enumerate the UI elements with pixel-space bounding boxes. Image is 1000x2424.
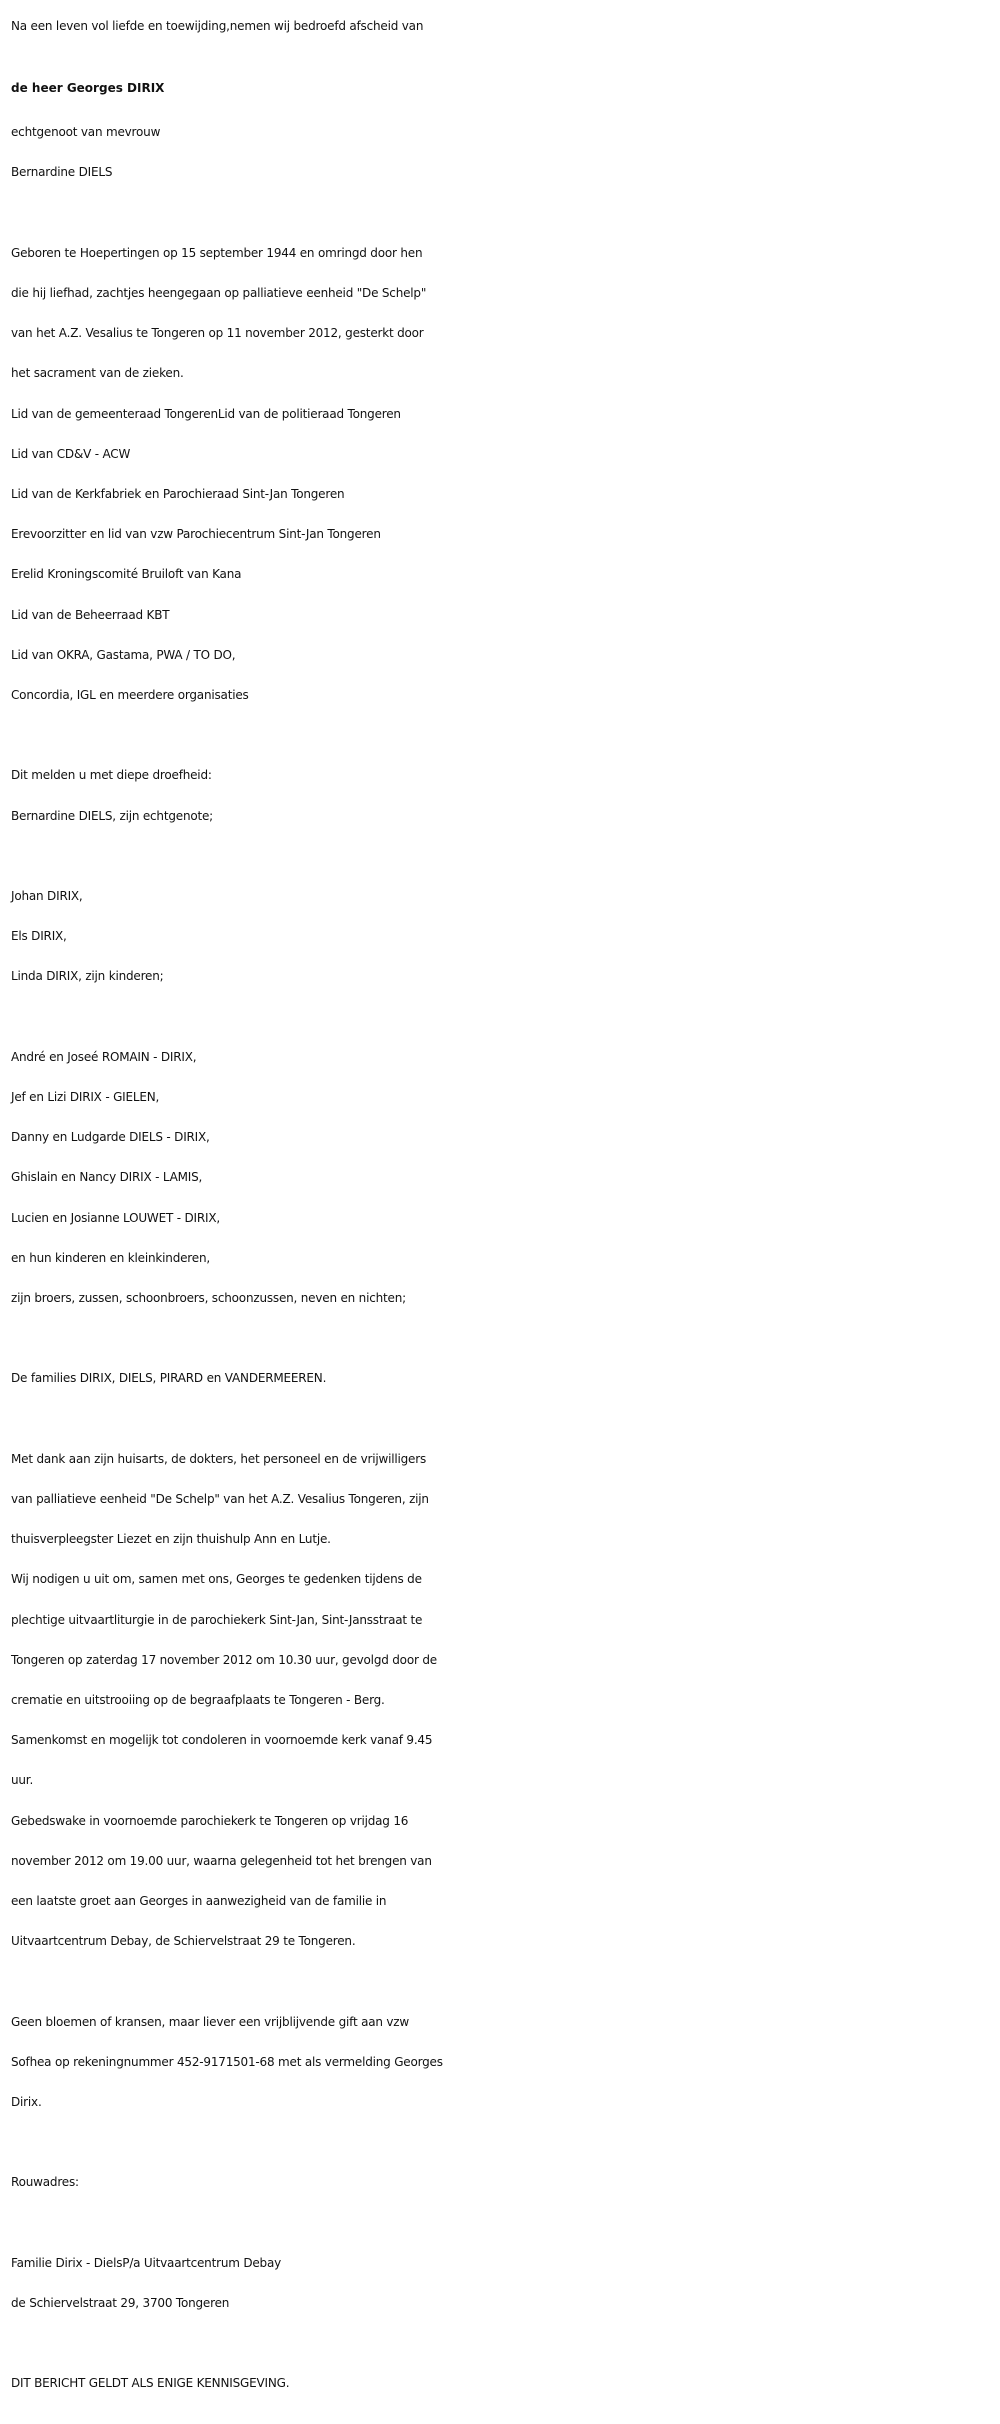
notice-line: Lucien en Josianne LOUWET - DIRIX, <box>11 1210 220 1225</box>
spouse-line: Bernardine DIELS <box>11 165 113 180</box>
notice-paragraph <box>11 2363 991 2403</box>
notice-line: Erelid Kroningscomité Bruiloft van Kana <box>11 567 242 582</box>
notice-line: en hun kinderen en kleinkinderen, <box>11 1250 210 1265</box>
notice-line: van palliatieve eenheid "De Schelp" van het A.Z. Vesalius Tongeren, zijn <box>11 1492 429 1507</box>
notice-paragraph <box>11 755 991 835</box>
spouse-line: echtgenoot van mevrouw <box>11 125 161 140</box>
notice-line: Sofhea op rekeningnummer 452-9171501-68 met als vermelding Georges <box>11 2054 443 2069</box>
notice-line: Lid van de Kerkfabriek en Parochieraad Sint-Jan Tongeren <box>11 487 345 502</box>
notice-line: Wij nodigen u uit om, samen met ons, Georges te gedenken tijdens de <box>11 1572 422 1587</box>
notice-line: Samenkomst en mogelijk tot condoleren in voornoemde kerk vanaf 9.45 <box>11 1733 433 1748</box>
death-notice <box>11 6 991 2404</box>
notice-line: Lid van CD&V - ACW <box>11 446 131 461</box>
notice-line: een laatste groet aan Georges in aanwezigheid van de familie in <box>11 1894 387 1909</box>
notice-line: Gebedswake in voornoemde parochiekerk te Tongeren op vrijdag 16 <box>11 1813 409 1828</box>
notice-line: van het A.Z. Vesalius te Tongeren op 11 november 2012, gesterkt door <box>11 326 424 341</box>
spouse-block <box>11 112 991 192</box>
notice-line: Tongeren op zaterdag 17 november 2012 om 10.30 uur, gevolgd door de <box>11 1652 437 1667</box>
notice-line: Linda DIRIX, zijn kinderen; <box>11 969 164 984</box>
notice-line: Danny en Ludgarde DIELS - DIRIX, <box>11 1130 210 1145</box>
notice-body <box>11 233 991 2404</box>
notice-paragraph <box>11 1037 991 1318</box>
notice-line: Ghislain en Nancy DIRIX - LAMIS, <box>11 1170 203 1185</box>
notice-line: thuisverpleegster Liezet en zijn thuishulp Ann en Lutje. <box>11 1532 331 1547</box>
notice-paragraph <box>11 233 991 715</box>
notice-line: zijn broers, zussen, schoonbroers, schoonzussen, neven en nichten; <box>11 1291 406 1306</box>
notice-line: Johan DIRIX, <box>11 889 83 904</box>
notice-paragraph <box>11 2002 991 2123</box>
notice-line: uur. <box>11 1773 34 1788</box>
notice-line: crematie en uitstrooiing op de begraafplaats te Tongeren - Berg. <box>11 1693 385 1708</box>
notice-line: Lid van OKRA, Gastama, PWA / TO DO, <box>11 647 236 662</box>
notice-line: Bernardine DIELS, zijn echtgenote; <box>11 808 214 823</box>
notice-line: Jef en Lizi DIRIX - GIELEN, <box>11 1090 160 1105</box>
notice-line: de Schiervelstraat 29, 3700 Tongeren <box>11 2296 230 2311</box>
notice-line: het sacrament van de zieken. <box>11 366 184 381</box>
notice-line: Familie Dirix - DielsP/a Uitvaartcentrum Debay <box>11 2255 282 2270</box>
notice-paragraph <box>11 1439 991 1962</box>
notice-line: plechtige uitvaartliturgie in de parochiekerk Sint-Jan, Sint-Jansstraat te <box>11 1612 423 1627</box>
notice-line: Dirix. <box>11 2095 42 2110</box>
notice-paragraph <box>11 2162 991 2202</box>
notice-line: André en Joseé ROMAIN - DIRIX, <box>11 1049 197 1064</box>
notice-line: Met dank aan zijn huisarts, de dokters, het personeel en de vrijwilligers <box>11 1451 427 1466</box>
notice-line: Erevoorzitter en lid van vzw Parochiecentrum Sint-Jan Tongeren <box>11 527 381 542</box>
notice-paragraph <box>11 1358 991 1398</box>
intro-text: Na een leven vol liefde en toewijding,nemen wij bedroefd afscheid van <box>11 19 424 33</box>
notice-line: die hij liefhad, zachtjes heengegaan op palliatieve eenheid "De Schelp" <box>11 286 427 300</box>
notice-line: Rouwadres: <box>11 2175 79 2190</box>
deceased-name: de heer Georges DIRIX <box>11 81 165 96</box>
notice-line: Concordia, IGL en meerdere organisaties <box>11 688 249 703</box>
notice-line: Lid van de Beheerraad KBT <box>11 607 170 622</box>
notice-line: Dit melden u met diepe droefheid: <box>11 768 212 783</box>
notice-line: Uitvaartcentrum Debay, de Schiervelstraat 29 te Tongeren. <box>11 1934 356 1949</box>
notice-paragraph <box>11 2243 991 2323</box>
notice-line: Lid van de gemeenteraad TongerenLid van de politieraad Tongeren <box>11 406 401 421</box>
notice-line: Geboren te Hoepertingen op 15 september 1944 en omringd door hen <box>11 245 423 260</box>
notice-line: Els DIRIX, <box>11 929 67 944</box>
notice-line: Geen bloemen of kransen, maar liever een vrijblijvende gift aan vzw <box>11 2014 410 2029</box>
notice-paragraph <box>11 876 991 997</box>
notice-line: DIT BERICHT GELDT ALS ENIGE KENNISGEVING. <box>11 2376 290 2391</box>
notice-line: De families DIRIX, DIELS, PIRARD en VANDERMEEREN. <box>11 1371 327 1386</box>
notice-line: november 2012 om 19.00 uur, waarna gelegenheid tot het brengen van <box>11 1853 432 1868</box>
